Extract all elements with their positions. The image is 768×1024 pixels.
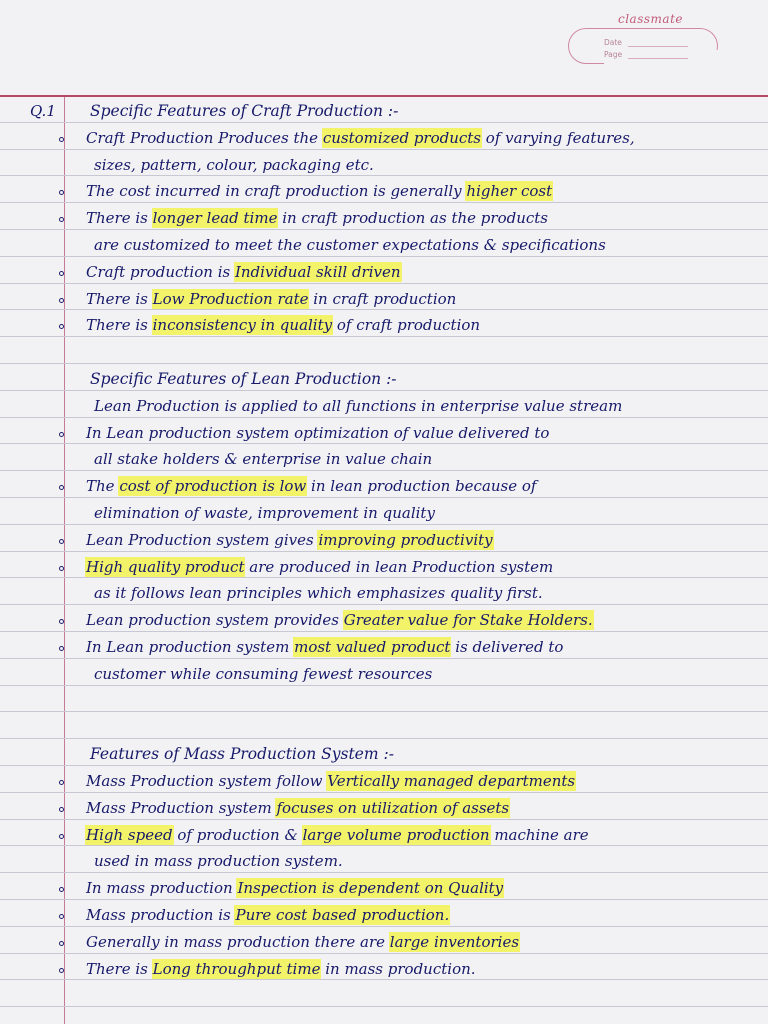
ruled-line bbox=[0, 658, 768, 659]
bullet-point bbox=[59, 619, 64, 624]
note-text: The cost incurred in craft production is generally bbox=[86, 182, 467, 200]
note-line bbox=[86, 531, 493, 549]
ruled-line bbox=[0, 202, 768, 203]
bullet-point bbox=[59, 432, 64, 437]
ruled-line bbox=[0, 765, 768, 766]
note-line bbox=[86, 906, 449, 924]
highlighted-phrase: improving productivity bbox=[318, 531, 493, 549]
brand-name: classmate bbox=[618, 12, 683, 26]
ruled-line bbox=[0, 577, 768, 578]
highlighted-phrase: Pure cost based production. bbox=[235, 906, 450, 924]
note-text: elimination of waste, improvement in quality bbox=[94, 504, 435, 522]
ruled-line bbox=[0, 256, 768, 257]
note-text: in craft production as the products bbox=[277, 209, 548, 227]
bullet-point bbox=[59, 217, 64, 222]
note-text: Mass Production system follow bbox=[86, 772, 328, 790]
bullet-point bbox=[59, 834, 64, 839]
question-number: Q.1 bbox=[30, 102, 56, 120]
note-text: Lean Production system gives bbox=[86, 531, 319, 549]
ruled-line bbox=[0, 899, 768, 900]
note-text: Craft Production Produces the bbox=[86, 129, 323, 147]
ruled-line bbox=[0, 872, 768, 873]
ruled-line bbox=[0, 524, 768, 525]
section-heading: Features of Mass Production System :- bbox=[90, 745, 394, 763]
section-heading: Specific Features of Craft Production :- bbox=[90, 102, 399, 120]
ruled-line bbox=[0, 631, 768, 632]
bullet-point bbox=[59, 566, 64, 571]
highlighted-phrase: customized products bbox=[322, 129, 482, 147]
ruled-line bbox=[0, 283, 768, 284]
note-line bbox=[86, 933, 519, 951]
ruled-line bbox=[0, 390, 768, 391]
note-line bbox=[86, 182, 552, 200]
ruled-line bbox=[0, 845, 768, 846]
highlighted-phrase: most valued product bbox=[294, 638, 451, 656]
bullet-point bbox=[59, 941, 64, 946]
note-text: Generally in mass production there are bbox=[86, 933, 390, 951]
note-continuation-line bbox=[94, 852, 343, 870]
note-continuation-line bbox=[94, 665, 432, 683]
note-text: In Lean production system bbox=[86, 638, 295, 656]
note-line bbox=[86, 558, 553, 576]
note-text: in mass production. bbox=[320, 960, 476, 978]
ruled-line bbox=[0, 336, 768, 337]
note-text: Craft production is bbox=[86, 263, 235, 281]
note-text: are produced in lean Production system bbox=[244, 558, 554, 576]
ruled-line bbox=[0, 819, 768, 820]
note-text: In Lean production system optimization of value delivered to bbox=[86, 424, 550, 442]
highlighted-phrase: Low Production rate bbox=[152, 290, 309, 308]
highlighted-phrase: focuses on utilization of assets bbox=[276, 799, 510, 817]
ruled-line bbox=[0, 738, 768, 739]
highlighted-phrase: inconsistency in quality bbox=[152, 316, 333, 334]
note-continuation-line bbox=[94, 156, 374, 174]
note-text: is delivered to bbox=[450, 638, 564, 656]
note-text: There is bbox=[86, 960, 153, 978]
note-text: customer while consuming fewest resources bbox=[94, 665, 433, 683]
note-text: used in mass production system. bbox=[94, 852, 343, 870]
note-line bbox=[86, 424, 549, 442]
section-heading: Specific Features of Lean Production :- bbox=[90, 370, 397, 388]
ruled-line bbox=[0, 149, 768, 150]
note-text: of craft production bbox=[332, 316, 481, 334]
bullet-point bbox=[59, 780, 64, 785]
highlighted-phrase: large inventories bbox=[389, 933, 520, 951]
highlighted-phrase: Individual skill driven bbox=[234, 263, 401, 281]
note-text: Lean Production is applied to all functions in enterprise value stream bbox=[94, 397, 623, 415]
ruled-line bbox=[0, 926, 768, 927]
note-line bbox=[86, 799, 509, 817]
bullet-point bbox=[59, 324, 64, 329]
note-text: in craft production bbox=[308, 290, 457, 308]
note-line bbox=[86, 290, 456, 308]
date-label: Date bbox=[604, 38, 622, 47]
ruled-line bbox=[0, 229, 768, 230]
note-continuation-line bbox=[94, 397, 622, 415]
margin-line bbox=[64, 95, 65, 1024]
note-line bbox=[86, 316, 480, 334]
highlighted-phrase: longer lead time bbox=[152, 209, 278, 227]
note-text: in lean production because of bbox=[306, 477, 537, 495]
page-label: Page bbox=[604, 50, 768, 1024]
highlighted-phrase: Greater value for Stake Holders. bbox=[343, 611, 593, 629]
ruled-line bbox=[0, 685, 768, 686]
bullet-point bbox=[59, 298, 64, 303]
ruled-line bbox=[0, 979, 768, 980]
highlighted-phrase: Long throughput time bbox=[152, 960, 321, 978]
note-line bbox=[86, 960, 476, 978]
note-text: There is bbox=[86, 290, 153, 308]
note-text: sizes, pattern, colour, packaging etc. bbox=[94, 156, 374, 174]
bullet-point bbox=[59, 968, 64, 973]
bullet-point bbox=[59, 646, 64, 651]
bullet-point bbox=[59, 485, 64, 490]
note-continuation-line bbox=[94, 450, 432, 468]
ruled-line bbox=[0, 792, 768, 793]
bullet-point bbox=[59, 807, 64, 812]
note-text: There is bbox=[86, 316, 153, 334]
note-text: as it follows lean principles which emphasizes quality first. bbox=[94, 584, 543, 602]
bullet-point bbox=[59, 914, 64, 919]
ruled-line bbox=[0, 175, 768, 176]
note-line bbox=[86, 772, 575, 790]
note-line bbox=[86, 129, 635, 147]
highlighted-phrase: higher cost bbox=[466, 182, 553, 200]
highlighted-phrase: Vertically managed departments bbox=[327, 772, 576, 790]
top-margin-rule bbox=[0, 95, 768, 97]
note-text: Mass Production system bbox=[86, 799, 277, 817]
note-continuation-line bbox=[94, 236, 606, 254]
note-text: Mass production is bbox=[86, 906, 236, 924]
bullet-point bbox=[59, 539, 64, 544]
highlighted-phrase: High quality product bbox=[86, 558, 245, 576]
ruled-line bbox=[0, 497, 768, 498]
ruled-line bbox=[0, 417, 768, 418]
note-line bbox=[86, 826, 589, 844]
bullet-point bbox=[59, 887, 64, 892]
note-line bbox=[86, 611, 593, 629]
note-text: all stake holders & enterprise in value chain bbox=[94, 450, 433, 468]
ruled-line bbox=[0, 711, 768, 712]
note-line bbox=[86, 209, 548, 227]
ruled-line bbox=[0, 122, 768, 123]
ruled-line bbox=[0, 1006, 768, 1007]
note-text: of varying features, bbox=[481, 129, 635, 147]
note-text: There is bbox=[86, 209, 153, 227]
ruled-line bbox=[0, 551, 768, 552]
ruled-line bbox=[0, 604, 768, 605]
bullet-point bbox=[59, 190, 64, 195]
note-text: machine are bbox=[489, 826, 589, 844]
note-line bbox=[86, 477, 536, 495]
highlighted-phrase: High speed bbox=[86, 826, 173, 844]
note-line bbox=[86, 638, 563, 656]
note-text: Lean production system provides bbox=[86, 611, 344, 629]
bullet-point bbox=[59, 137, 64, 142]
note-line bbox=[86, 879, 503, 897]
notebook-brand-stamp bbox=[566, 10, 726, 66]
highlighted-phrase: Inspection is dependent on Quality bbox=[237, 879, 504, 897]
highlighted-phrase: large volume production bbox=[302, 826, 490, 844]
ruled-line bbox=[0, 443, 768, 444]
note-text: The bbox=[86, 477, 120, 495]
ruled-line bbox=[0, 363, 768, 364]
highlighted-phrase: cost of production is low bbox=[119, 477, 307, 495]
note-continuation-line bbox=[94, 584, 543, 602]
note-line bbox=[86, 263, 401, 281]
ruled-line bbox=[0, 953, 768, 954]
note-text: In mass production bbox=[86, 879, 238, 897]
bullet-point bbox=[59, 271, 64, 276]
ruled-line bbox=[0, 470, 768, 471]
ruled-line bbox=[0, 309, 768, 310]
note-text: are customized to meet the customer expectations & specifications bbox=[94, 236, 606, 254]
note-text: of production & bbox=[172, 826, 303, 844]
note-continuation-line bbox=[94, 504, 435, 522]
